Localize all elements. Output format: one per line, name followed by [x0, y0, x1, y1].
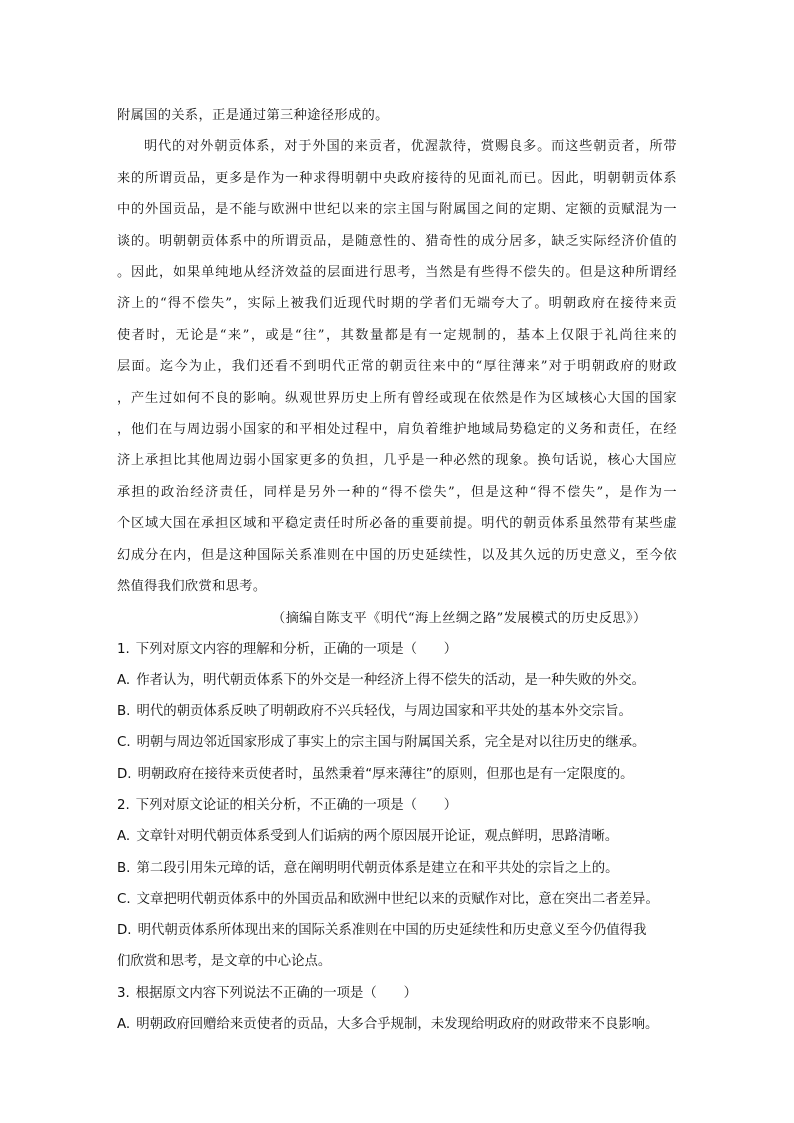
passage: [117, 100, 677, 634]
question-text: 下列对原文论证的相关分析，不正确的一项是（ ）: [135, 797, 458, 813]
option-text: 明代的朝贡体系反映了明朝政府不兴兵轻伐，与周边国家和平共处的基本外交宗旨。: [136, 704, 632, 720]
passage-line: 使者时，无论是“来”，或是“往”，其数量都是有一定规制的，基本上仅限于礼尚往来的: [117, 327, 677, 343]
option-text: 明朝与周边邻近国家形成了事实上的宗主国与附属国关系，完全是对以往历史的继承。: [136, 735, 646, 751]
option-letter: A.: [117, 1017, 131, 1033]
option-item: [117, 915, 677, 946]
option-item: [117, 665, 677, 696]
option-item: [117, 759, 677, 790]
option-item: [117, 821, 677, 852]
passage-line: 然值得我们欣赏和思考。: [117, 579, 267, 595]
question-number: 3.: [117, 985, 130, 1001]
passage-line: 个区域大国在承担区域和平稳定责任时所必备的重要前提。明代的朝贡体系虽然带有某些虚: [117, 516, 677, 532]
passage-line: 。因此，如果单纯地从经济效益的层面进行思考，当然是有些得不偿失的。但是这种所谓经: [117, 265, 677, 281]
option-continuation: 们欣赏和思考，是文章的中心论点。: [117, 954, 332, 970]
option-text: 作者认为，明代朝贡体系下的外交是一种经济上得不偿失的活动，是一种失败的外交。: [136, 672, 646, 688]
question-stem: [117, 790, 677, 821]
passage-line: 明代的对外朝贡体系，对于外国的来贡者，优渥款待，赏赐良多。而这些朝贡者，所带: [144, 139, 677, 155]
option-letter: C.: [117, 891, 131, 907]
option-letter: B.: [117, 704, 131, 720]
passage-line: 承担的政治经济责任，同样是另外一种的“得不偿失”，但是这种“得不偿失”，是作为一: [117, 484, 677, 500]
passage-line: ，他们在与周边弱小国家的和平相处过程中，肩负着维护地域局势稳定的义务和责任，在经: [117, 422, 677, 438]
question-text: 根据原文内容下列说法不正确的一项是（ ）: [135, 985, 417, 1001]
option-text: 明朝政府回赠给来贡使者的贡品，大多合乎规制，未发现给明政府的财政带来不良影响。: [136, 1017, 659, 1033]
document-page: [117, 100, 677, 1040]
option-item: [117, 853, 677, 884]
question-stem: [117, 634, 677, 665]
option-text: 明朝政府在接待来贡使者时，虽然秉着“厚来薄往”的原则，但那也是有一定限度的。: [137, 766, 634, 782]
option-letter: A.: [117, 672, 131, 688]
option-item: [117, 696, 677, 727]
option-letter: C.: [117, 735, 131, 751]
option-item: [117, 727, 677, 758]
passage-line: 层面。迄今为止，我们还看不到明代正常的朝贡往来中的“厚往薄来”对于明朝政府的财政: [117, 359, 677, 375]
option-letter: A.: [117, 829, 131, 845]
option-text: 文章把明代朝贡体系中的外国贡品和欧洲中世纪以来的贡赋作对比，意在突出二者差异。: [136, 891, 659, 907]
option-text: 文章针对明代朝贡体系受到人们诟病的两个原因展开论证，观点鲜明，思路清晰。: [136, 829, 619, 845]
source-attribution: （摘编自陈支平《明代“海上丝绸之路”发展模式的历史反思》）: [272, 610, 647, 626]
option-text: 第二段引用朱元璋的话，意在阐明明代朝贡体系是建立在和平共处的宗旨之上的。: [136, 860, 619, 876]
passage-line: 附属国的关系，正是通过第三种途径形成的。: [117, 108, 389, 123]
option-item: [117, 1009, 677, 1040]
passage-line: 中的外国贡品，是不能与欧洲中世纪以来的宗主国与附属国之间的定期、定额的贡赋混为一: [117, 202, 677, 218]
option-text: 明代朝贡体系所体现出来的国际关系准则在中国的历史延续性和历史意义至今仍值得我: [137, 923, 647, 939]
option-letter: B.: [117, 860, 131, 876]
passage-line: 来的所谓贡品，更多是作为一种求得明朝中央政府接待的见面礼而已。因此，明朝朝贡体系: [117, 170, 677, 186]
questions: [117, 634, 677, 1041]
passage-line: 济上承担比其他周边弱小国家更多的负担，几乎是一种必然的现象。换句话说，核心大国应: [117, 453, 677, 469]
passage-line: 济上的“得不偿失”，实际上被我们近现代时期的学者们无端夸大了。明朝政府在接待来贡: [117, 296, 677, 312]
passage-line: 幻成分在内，但是这种国际关系准则在中国的历史延续性，以及其久远的历史意义，至今依: [117, 547, 677, 563]
question-text: 下列对原文内容的理解和分析，正确的一项是（ ）: [135, 641, 458, 657]
question-number: 2.: [117, 797, 130, 813]
option-item: [117, 884, 677, 915]
passage-line: ，产生过如何不良的影响。纵观世界历史上所有曾经或现在依然是作为区域核心大国的国家: [117, 390, 677, 406]
option-letter: D.: [117, 923, 132, 939]
option-letter: D.: [117, 766, 132, 782]
question-number: 1.: [117, 641, 130, 657]
passage-line: 谈的。明朝朝贡体系中的所谓贡品，是随意性的、猎奇性的成分居多，缺乏实际经济价值的: [117, 233, 677, 249]
question-stem: [117, 978, 677, 1009]
